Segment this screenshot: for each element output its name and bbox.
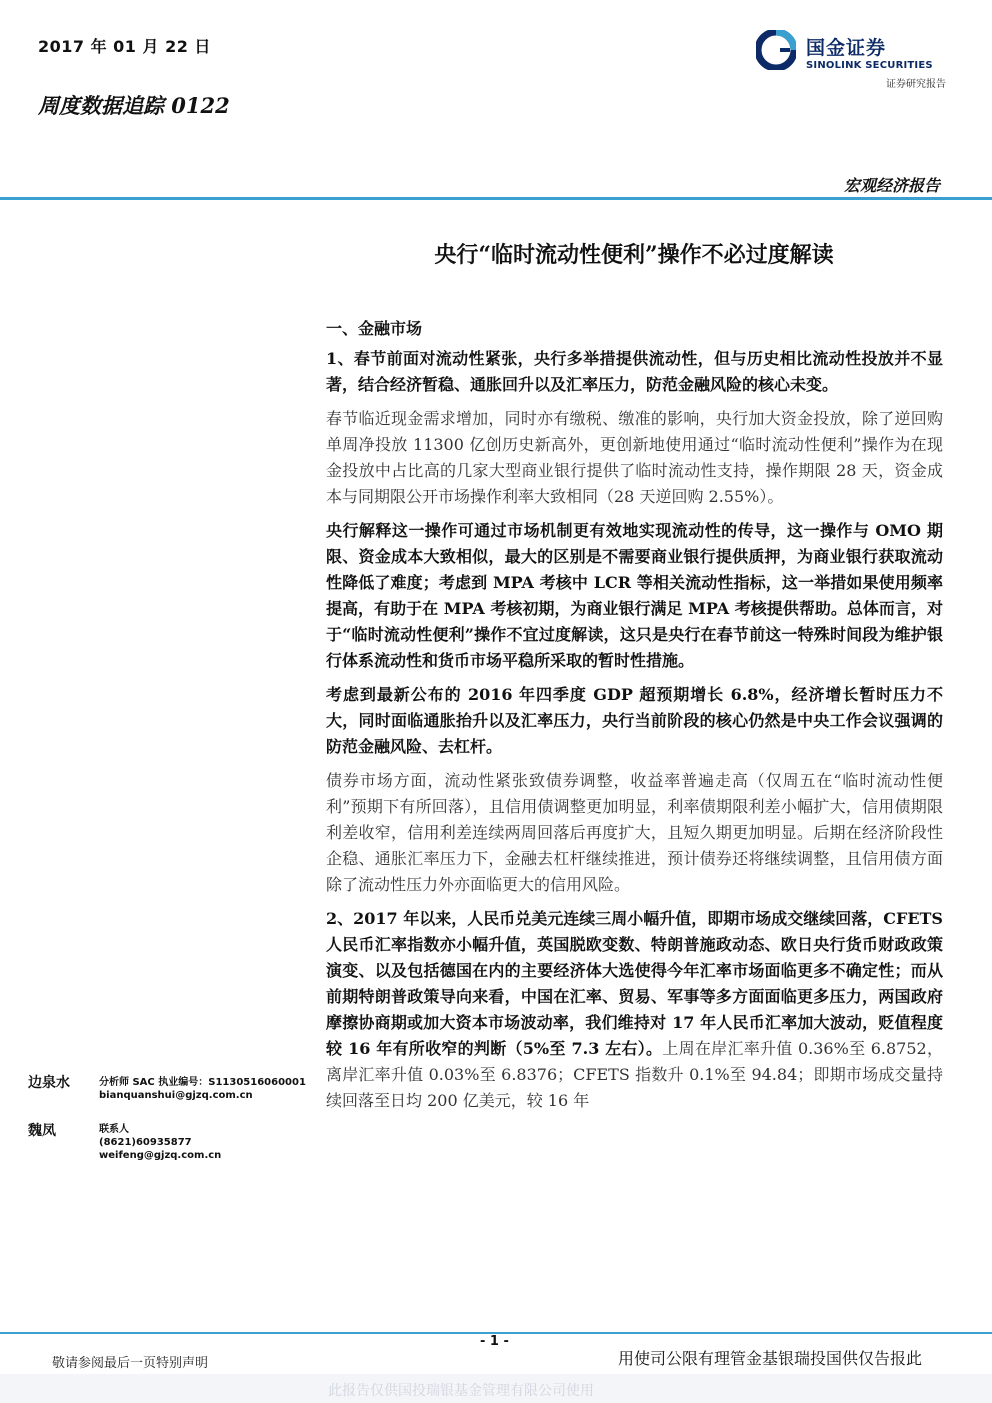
body-paragraph: 债券市场方面，流动性紧张致债券调整，收益率普遍走高（仅周五在“临时流动性便利”预期下有所回落），且信用债调整更加明显，利率债期限利差小幅扩大，信用债期限利差收窄，信用利差连续两周回落后再度扩大，且短久期更加明显。后期在经济阶段性企稳、通胀汇率压力下，金融去杠杆继续推进，预计债券还将继续调整，且信用债方面除了流动性压力外亦面临更大的信用风险。	[326, 771, 943, 894]
contact-name: 魏凤	[28, 1123, 56, 1139]
key-point-4-bold: 2、2017 年以来，人民币兑美元连续三周小幅升值，即期市场成交继续回落，CFETS 人民币汇率指数亦小幅升值，英国脱欧变数、特朗普施政动态、欧日央行货币财政政策演变、以及包括德国在内的主要经济体大选使得今年汇率市场面临更多不确定性；而从前期特朗普政策导向来看，中国在汇率、贸易、军事等多方面面临更多压力，两国政府摩擦协商期或加大资本市场波动率，我们维持对 17 年人民币汇率加大波动，贬值程度较 16 年有所收窄的判断（5%至 7.3 左右）。	[326, 909, 943, 1058]
report-series-title: 周度数据追踪 0122	[38, 93, 230, 118]
contact-info	[99, 1123, 314, 1162]
contact-phone: (8621)60935877	[99, 1137, 192, 1148]
page-number: - 1 -	[480, 1334, 509, 1349]
analyst-name: 边泉水	[28, 1075, 70, 1091]
analyst-email: bianquanshui@gjzq.com.cn	[99, 1090, 253, 1101]
section-heading: 一、金融市场	[326, 319, 423, 338]
main-content	[326, 316, 943, 1114]
watermark-text: 此报告仅供国投瑞银基金管理有限公司使用	[328, 1383, 594, 1399]
logo-english-name: SINOLINK SECURITIES	[806, 60, 933, 71]
key-point-3: 考虑到最新公布的 2016 年四季度 GDP 超预期增长 6.8%，经济增长暂时压力不大，同时面临通胀抬升以及汇率压力，央行当前阶段的核心仍然是中央工作会议强调的防范金融风险、去杠杆。	[326, 685, 943, 756]
sinolink-logo-icon	[756, 30, 796, 70]
analyst-contact	[99, 1076, 314, 1102]
report-headline: 央行“临时流动性便利”操作不必过度解读	[434, 242, 834, 268]
header-divider	[0, 197, 992, 200]
report-type: 宏观经济报告	[843, 176, 940, 195]
key-point-1: 1、春节前面对流动性紧张，央行多举措提供流动性，但与历史相比流动性投放并不显著，结合经济暂稳、通胀回升以及汇率压力，防范金融风险的核心未变。	[326, 349, 943, 394]
logo-chinese-name: 国金证券	[806, 37, 887, 59]
key-point-4-plain: 上周在岸汇率升值 0.36%至 6.8752，离岸汇率升值 0.03%至 6.8376；CFETS 指数升 0.1%至 94.84；即期市场成交量持续回落至日均 200 亿美元，较 16 年	[326, 1039, 943, 1110]
usage-notice: 用使司公限有理管金基银瑞投国供仅告报此	[618, 1349, 923, 1368]
disclaimer-note: 敬请参阅最后一页特别声明	[52, 1356, 209, 1371]
brand-logo	[752, 28, 952, 92]
logo-subtitle: 证券研究报告	[886, 79, 946, 90]
body-paragraph: 春节临近现金需求增加，同时亦有缴税、缴准的影响，央行加大资金投放，除了逆回购单周净投放 11300 亿创历史新高外，更创新地使用通过“临时流动性便利”操作为在现金投放中占比高的几家大型商业银行提供了临时流动性支持，操作期限 28 天，资金成本与同期限公开市场操作利率大致相同（28 天逆回购 2.55%）。	[326, 409, 943, 506]
contact-email: weifeng@gjzq.com.cn	[99, 1150, 222, 1161]
key-point-2: 央行解释这一操作可通过市场机制更有效地实现流动性的传导，这一操作与 OMO 期限、资金成本大致相似，最大的区别是不需要商业银行提供质押，为商业银行获取流动性降低了难度；考虑到 MPA 考核中 LCR 等相关流动性指标，这一举措如果使用频率提高，有助于在 MPA 考核初期，为商业银行满足 MPA 考核提供帮助。总体而言，对于“临时流动性便利”操作不宜过度解读，这只是央行在春节前这一特殊时间段为维护银行体系流动性和货币市场平稳所采取的暂时性措施。	[326, 521, 943, 670]
report-date: 2017 年 01 月 22 日	[38, 37, 211, 56]
contact-role: 联系人	[99, 1124, 129, 1135]
analyst-sac-id: 分析师 SAC 执业编号：S1130516060001	[99, 1077, 306, 1088]
key-point-4	[326, 906, 943, 1114]
